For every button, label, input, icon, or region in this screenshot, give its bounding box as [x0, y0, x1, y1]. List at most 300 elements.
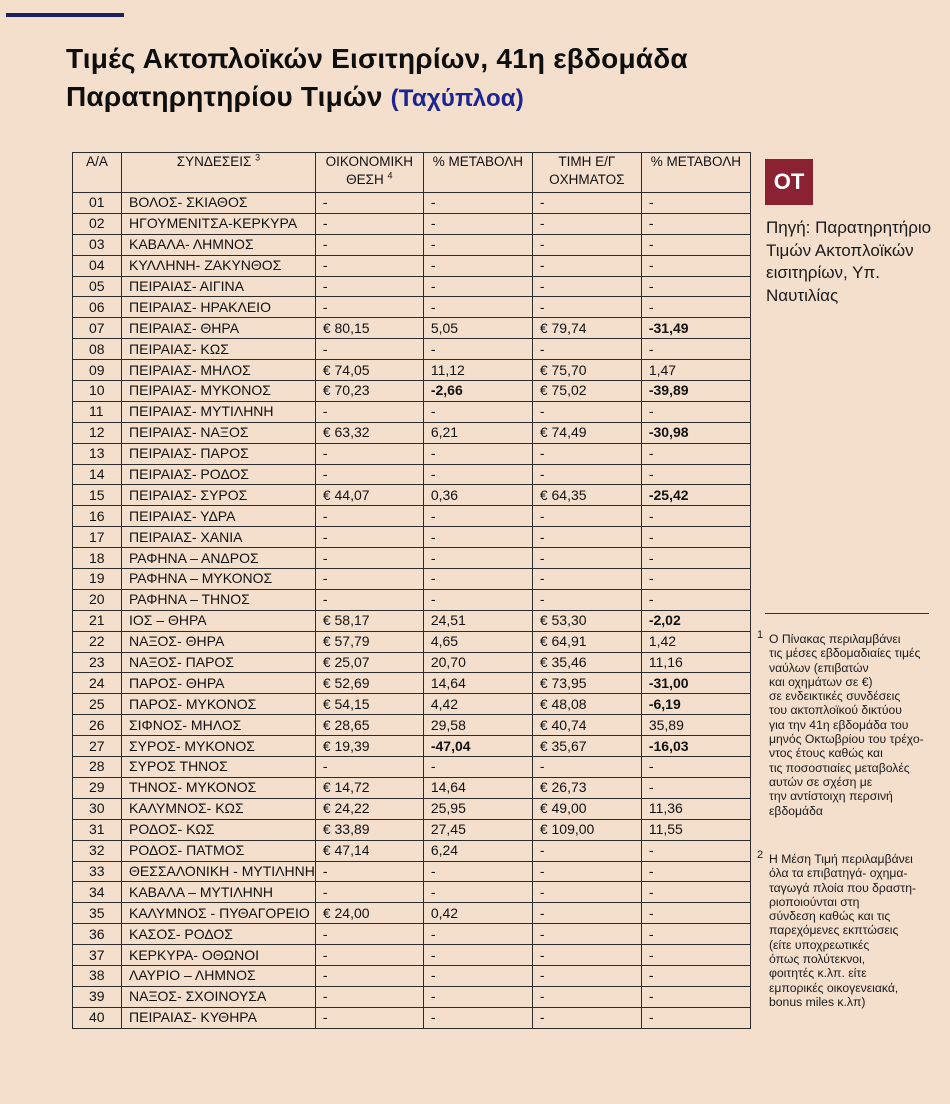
vehicle-change: - [641, 861, 750, 882]
row-number: 35 [73, 903, 122, 924]
economy-price: € 54,15 [315, 694, 423, 715]
vehicle-price: € 64,91 [532, 631, 641, 652]
economy-price: - [315, 965, 423, 986]
table-row [73, 924, 751, 945]
row-number: 40 [73, 1007, 122, 1028]
economy-price: € 33,89 [315, 819, 423, 840]
row-number: 06 [73, 297, 122, 318]
economy-price: - [315, 213, 423, 234]
header-vehicle-line2: ΟΧΗΜΑΤΟΣ [549, 172, 625, 187]
economy-change: 29,58 [423, 715, 532, 736]
row-number: 30 [73, 798, 122, 819]
row-number: 21 [73, 610, 122, 631]
economy-price: € 52,69 [315, 673, 423, 694]
row-number: 01 [73, 193, 122, 214]
vehicle-price: - [532, 1007, 641, 1028]
route-name: ΣΥΡΟΣ- ΜΥΚΟΝΟΣ [122, 736, 316, 757]
vehicle-price: - [532, 861, 641, 882]
economy-price: - [315, 339, 423, 360]
table-row [73, 945, 751, 966]
vehicle-change: - [641, 464, 750, 485]
header-vehicle-line1: ΤΙΜΗ Ε/Γ [558, 154, 616, 169]
header-economy-footnote-marker: 4 [387, 170, 393, 181]
economy-change: -47,04 [423, 736, 532, 757]
economy-change: 6,24 [423, 840, 532, 861]
economy-price: - [315, 861, 423, 882]
table-row [73, 1007, 751, 1028]
table-row [73, 736, 751, 757]
row-number: 36 [73, 924, 122, 945]
economy-change: 27,45 [423, 819, 532, 840]
row-number: 13 [73, 443, 122, 464]
row-number: 34 [73, 882, 122, 903]
economy-change: - [423, 297, 532, 318]
vehicle-price: € 53,30 [532, 610, 641, 631]
top-accent-bar [6, 13, 124, 17]
economy-change: - [423, 589, 532, 610]
economy-change: - [423, 234, 532, 255]
economy-price: - [315, 882, 423, 903]
header-aa-label: Α/Α [86, 154, 108, 169]
vehicle-price: - [532, 882, 641, 903]
economy-price: - [315, 569, 423, 590]
header-change-1-label: % ΜΕΤΑΒΟΛΗ [432, 154, 523, 169]
row-number: 38 [73, 965, 122, 986]
vehicle-change: - [641, 965, 750, 986]
route-name: ΣΙΦΝΟΣ- ΜΗΛΟΣ [122, 715, 316, 736]
economy-price: € 74,05 [315, 360, 423, 381]
vehicle-change: - [641, 1007, 750, 1028]
row-number: 29 [73, 777, 122, 798]
economy-price: € 44,07 [315, 485, 423, 506]
vehicle-change: - [641, 548, 750, 569]
row-number: 07 [73, 318, 122, 339]
route-name: ΚΕΡΚΥΡΑ- ΟΘΩΝΟΙ [122, 945, 316, 966]
vehicle-change: - [641, 213, 750, 234]
table-row [73, 610, 751, 631]
header-economy-line1: ΟΙΚΟΝΟΜΙΚΗ [325, 154, 414, 169]
row-number: 31 [73, 819, 122, 840]
economy-price: - [315, 527, 423, 548]
route-name: ΠΕΙΡΑΙΑΣ- ΚΩΣ [122, 339, 316, 360]
row-number: 12 [73, 422, 122, 443]
title-line-2-text: Παρατηρητηρίου Τιμών [66, 81, 383, 112]
table-row [73, 819, 751, 840]
table-row [73, 401, 751, 422]
footnote-2-number: 2 [757, 849, 764, 861]
row-number: 27 [73, 736, 122, 757]
route-name: ΠΕΙΡΑΙΑΣ- ΝΑΞΟΣ [122, 422, 316, 443]
table-row [73, 882, 751, 903]
vehicle-price: - [532, 527, 641, 548]
table-row [73, 213, 751, 234]
vehicle-change: -25,42 [641, 485, 750, 506]
table-row [73, 840, 751, 861]
header-routes [122, 153, 316, 193]
route-name: ΠΕΙΡΑΙΑΣ- ΧΑΝΙΑ [122, 527, 316, 548]
vehicle-change: - [641, 193, 750, 214]
footnote-2-text: Η Μέση Τιμή περιλαμβάνει όλα τα επιβατηγά- οχημα- ταγωγά πλοία που δραστη- ριοποιούνται στη σύνδεση καθώς και τις παρεχόμενες εκπτώσεις (είτε υποχρεωτικές όπως πολύτεκνοι, φοιτητές κ.λπ. είτε εμπορικές οικογενειακά, bonus miles κ.λπ) [769, 852, 917, 1009]
table-row [73, 903, 751, 924]
economy-change: - [423, 965, 532, 986]
vehicle-change: - [641, 777, 750, 798]
vehicle-price: - [532, 213, 641, 234]
economy-change: - [423, 548, 532, 569]
vehicle-change: -6,19 [641, 694, 750, 715]
table-row [73, 297, 751, 318]
row-number: 18 [73, 548, 122, 569]
table-row [73, 193, 751, 214]
header-routes-footnote-marker: 3 [255, 152, 261, 163]
economy-change: 25,95 [423, 798, 532, 819]
vehicle-price: - [532, 443, 641, 464]
economy-change: 20,70 [423, 652, 532, 673]
economy-price: € 47,14 [315, 840, 423, 861]
row-number: 33 [73, 861, 122, 882]
row-number: 11 [73, 401, 122, 422]
economy-price: € 25,07 [315, 652, 423, 673]
route-name: ΡΑΦΗΝΑ – ΤΗΝΟΣ [122, 589, 316, 610]
economy-change: 6,21 [423, 422, 532, 443]
header-change-2 [641, 153, 750, 193]
source-note: Πηγή: Παρατηρητήριο Τιμών Ακτοπλοϊκών εισιτηρίων, Υπ. Ναυτιλίας [766, 218, 932, 305]
economy-price: - [315, 548, 423, 569]
footnote-2 [757, 849, 947, 1009]
vehicle-change: - [641, 276, 750, 297]
route-name: ΡΑΦΗΝΑ – ΑΝΔΡΟΣ [122, 548, 316, 569]
table-body [73, 193, 751, 1029]
table-row [73, 464, 751, 485]
route-name: ΚΑΒΑΛΑ- ΛΗΜΝΟΣ [122, 234, 316, 255]
route-name: ΚΑΛΥΜΝΟΣ- ΚΩΣ [122, 798, 316, 819]
vehicle-price: - [532, 924, 641, 945]
route-name: ΠΑΡΟΣ- ΜΥΚΟΝΟΣ [122, 694, 316, 715]
economy-change: 14,64 [423, 673, 532, 694]
vehicle-price: € 74,49 [532, 422, 641, 443]
vehicle-price: € 35,67 [532, 736, 641, 757]
vehicle-change: 11,36 [641, 798, 750, 819]
vehicle-change: - [641, 986, 750, 1007]
vehicle-change: 11,55 [641, 819, 750, 840]
economy-price: € 28,65 [315, 715, 423, 736]
economy-price: - [315, 255, 423, 276]
economy-price: - [315, 193, 423, 214]
row-number: 03 [73, 234, 122, 255]
vehicle-change: -39,89 [641, 381, 750, 402]
row-number: 15 [73, 485, 122, 506]
table-row [73, 339, 751, 360]
economy-change: - [423, 1007, 532, 1028]
economy-change: - [423, 443, 532, 464]
row-number: 28 [73, 757, 122, 778]
economy-change: 0,36 [423, 485, 532, 506]
row-number: 24 [73, 673, 122, 694]
route-name: ΠΕΙΡΑΙΑΣ- ΗΡΑΚΛΕΙΟ [122, 297, 316, 318]
row-number: 19 [73, 569, 122, 590]
vehicle-change: - [641, 506, 750, 527]
vehicle-change: - [641, 569, 750, 590]
row-number: 14 [73, 464, 122, 485]
vehicle-change: 35,89 [641, 715, 750, 736]
economy-change: - [423, 527, 532, 548]
vehicle-price: € 75,02 [532, 381, 641, 402]
vehicle-change: - [641, 589, 750, 610]
row-number: 16 [73, 506, 122, 527]
vehicle-change: 1,42 [641, 631, 750, 652]
table-row [73, 673, 751, 694]
economy-change: - [423, 464, 532, 485]
vehicle-change: 1,47 [641, 360, 750, 381]
vehicle-change: -16,03 [641, 736, 750, 757]
route-name: ΘΕΣΣΑΛΟΝΙΚΗ - ΜΥΤΙΛΗΝΗ [122, 861, 316, 882]
route-name: ΝΑΞΟΣ- ΘΗΡΑ [122, 631, 316, 652]
table-row [73, 527, 751, 548]
row-number: 05 [73, 276, 122, 297]
economy-change: - [423, 193, 532, 214]
vehicle-price: - [532, 945, 641, 966]
route-name: ΚΥΛΛΗΝΗ- ΖΑΚΥΝΘΟΣ [122, 255, 316, 276]
vehicle-change: - [641, 297, 750, 318]
economy-price: € 14,72 [315, 777, 423, 798]
row-number: 08 [73, 339, 122, 360]
table-row [73, 381, 751, 402]
economy-price: - [315, 986, 423, 1007]
ticket-prices-table [72, 152, 751, 1029]
economy-change: - [423, 213, 532, 234]
route-name: ΚΑΣΟΣ- ΡΟΔΟΣ [122, 924, 316, 945]
economy-price: € 24,22 [315, 798, 423, 819]
row-number: 22 [73, 631, 122, 652]
route-name: ΗΓΟΥΜΕΝΙΤΣΑ-ΚΕΡΚΥΡΑ [122, 213, 316, 234]
vehicle-price: - [532, 506, 641, 527]
vehicle-change: - [641, 882, 750, 903]
route-name: ΤΗΝΟΣ- ΜΥΚΟΝΟΣ [122, 777, 316, 798]
route-name: ΙΟΣ – ΘΗΡΑ [122, 610, 316, 631]
table-row [73, 506, 751, 527]
route-name: ΝΑΞΟΣ- ΠΑΡΟΣ [122, 652, 316, 673]
economy-price: - [315, 234, 423, 255]
table-row [73, 798, 751, 819]
economy-price: - [315, 945, 423, 966]
vehicle-change: - [641, 840, 750, 861]
economy-change: - [423, 757, 532, 778]
vehicle-price: € 73,95 [532, 673, 641, 694]
economy-price: - [315, 464, 423, 485]
economy-change: 0,42 [423, 903, 532, 924]
vehicle-price: € 26,73 [532, 777, 641, 798]
ot-logo [765, 159, 813, 205]
economy-change: 24,51 [423, 610, 532, 631]
table-row [73, 777, 751, 798]
vehicle-change: - [641, 401, 750, 422]
table-row [73, 861, 751, 882]
vehicle-price: € 49,00 [532, 798, 641, 819]
header-vehicle-price [532, 153, 641, 193]
footnote-1-number: 1 [757, 629, 764, 641]
economy-change: 11,12 [423, 360, 532, 381]
route-name: ΠΕΙΡΑΙΑΣ- ΥΔΡΑ [122, 506, 316, 527]
header-change-1 [423, 153, 532, 193]
vehicle-change: - [641, 903, 750, 924]
route-name: ΠΕΙΡΑΙΑΣ- ΜΥΤΙΛΗΝΗ [122, 401, 316, 422]
vehicle-change: - [641, 255, 750, 276]
route-name: ΚΑΛΥΜΝΟΣ - ΠΥΘΑΓΟΡΕΙΟ [122, 903, 316, 924]
vehicle-price: € 35,46 [532, 652, 641, 673]
header-row [73, 153, 751, 193]
vehicle-price: - [532, 589, 641, 610]
row-number: 37 [73, 945, 122, 966]
economy-change: - [423, 276, 532, 297]
table-row [73, 360, 751, 381]
row-number: 17 [73, 527, 122, 548]
table-row [73, 757, 751, 778]
table-row [73, 234, 751, 255]
economy-price: - [315, 757, 423, 778]
route-name: ΒΟΛΟΣ- ΣΚΙΑΘΟΣ [122, 193, 316, 214]
header-economy-line2: ΘΕΣΗ [346, 172, 384, 187]
economy-change: - [423, 569, 532, 590]
header-change-2-label: % ΜΕΤΑΒΟΛΗ [650, 154, 741, 169]
vehicle-price: € 109,00 [532, 819, 641, 840]
economy-change: 14,64 [423, 777, 532, 798]
economy-change: - [423, 986, 532, 1007]
economy-change: - [423, 255, 532, 276]
footnote-1-text: Ο Πίνακας περιλαμβάνει τις μέσες εβδομαδιαίες τιμές ναύλων (επιβατών και οχημάτων σε €) σε ενδεικτικές συνδέσεις του ακτοπλοϊκού δικτύου για την 41η εβδομάδα του μηνός Οκτωβρίου του τρέχο- ντος έτους καθώς και τις ποσοστιαίες μεταβολές αυτών σε σχέση με την αντίστοιχη περσινή εβδομάδα [769, 632, 924, 818]
vehicle-price: - [532, 297, 641, 318]
footnote-1 [757, 629, 947, 818]
economy-price: - [315, 1007, 423, 1028]
economy-change: - [423, 882, 532, 903]
economy-price: € 19,39 [315, 736, 423, 757]
vehicle-price: - [532, 464, 641, 485]
economy-price: - [315, 443, 423, 464]
table-row [73, 694, 751, 715]
table-row [73, 443, 751, 464]
row-number: 02 [73, 213, 122, 234]
economy-price: - [315, 401, 423, 422]
economy-price: - [315, 276, 423, 297]
route-name: ΠΕΙΡΑΙΑΣ- ΘΗΡΑ [122, 318, 316, 339]
row-number: 09 [73, 360, 122, 381]
route-name: ΡΟΔΟΣ- ΠΑΤΜΟΣ [122, 840, 316, 861]
row-number: 39 [73, 986, 122, 1007]
table-row [73, 965, 751, 986]
table-row [73, 422, 751, 443]
route-name: ΠΑΡΟΣ- ΘΗΡΑ [122, 673, 316, 694]
vehicle-price: - [532, 965, 641, 986]
economy-price: - [315, 506, 423, 527]
route-name: ΠΕΙΡΑΙΑΣ- ΡΟΔΟΣ [122, 464, 316, 485]
row-number: 32 [73, 840, 122, 861]
table-row [73, 318, 751, 339]
header-economy-seat [315, 153, 423, 193]
table-row [73, 569, 751, 590]
vehicle-change: - [641, 234, 750, 255]
economy-change: 4,42 [423, 694, 532, 715]
route-name: ΝΑΞΟΣ- ΣΧΟΙΝΟΥΣΑ [122, 986, 316, 1007]
route-name: ΠΕΙΡΑΙΑΣ- ΜΗΛΟΣ [122, 360, 316, 381]
vehicle-price: - [532, 757, 641, 778]
table-row [73, 589, 751, 610]
vehicle-change: -31,00 [641, 673, 750, 694]
route-name: ΠΕΙΡΑΙΑΣ- ΜΥΚΟΝΟΣ [122, 381, 316, 402]
table-row [73, 652, 751, 673]
vehicle-price: - [532, 339, 641, 360]
economy-change: 4,65 [423, 631, 532, 652]
table-row [73, 485, 751, 506]
vehicle-price: - [532, 193, 641, 214]
footnote-divider [765, 613, 929, 614]
route-name: ΡΟΔΟΣ- ΚΩΣ [122, 819, 316, 840]
row-number: 25 [73, 694, 122, 715]
economy-price: € 58,17 [315, 610, 423, 631]
vehicle-price: - [532, 840, 641, 861]
economy-price: € 57,79 [315, 631, 423, 652]
vehicle-price: - [532, 234, 641, 255]
economy-price: - [315, 924, 423, 945]
economy-price: € 70,23 [315, 381, 423, 402]
vehicle-price: € 79,74 [532, 318, 641, 339]
table-header [73, 153, 751, 193]
table-row [73, 276, 751, 297]
route-name: ΚΑΒΑΛΑ – ΜΥΤΙΛΗΝΗ [122, 882, 316, 903]
table-row [73, 986, 751, 1007]
vehicle-change: - [641, 527, 750, 548]
economy-change: - [423, 339, 532, 360]
table-row [73, 548, 751, 569]
vehicle-change: - [641, 757, 750, 778]
vehicle-price: - [532, 401, 641, 422]
vehicle-change: - [641, 945, 750, 966]
ot-logo-text: ΟΤ [773, 169, 805, 194]
row-number: 10 [73, 381, 122, 402]
vehicle-price: - [532, 548, 641, 569]
row-number: 23 [73, 652, 122, 673]
route-name: ΠΕΙΡΑΙΑΣ- ΚΥΘΗΡΑ [122, 1007, 316, 1028]
economy-price: € 80,15 [315, 318, 423, 339]
vehicle-price: € 75,70 [532, 360, 641, 381]
page-title [66, 40, 688, 118]
row-number: 20 [73, 589, 122, 610]
vehicle-price: - [532, 276, 641, 297]
title-line-1: Τιμές Ακτοπλοϊκών Εισιτηρίων, 41η εβδομάδα [66, 43, 688, 74]
table-row [73, 255, 751, 276]
table-row [73, 631, 751, 652]
vehicle-price: - [532, 986, 641, 1007]
economy-change: - [423, 924, 532, 945]
economy-price: € 24,00 [315, 903, 423, 924]
economy-price: € 63,32 [315, 422, 423, 443]
header-aa [73, 153, 122, 193]
economy-price: - [315, 297, 423, 318]
economy-change: - [423, 861, 532, 882]
route-name: ΠΕΙΡΑΙΑΣ- ΣΥΡΟΣ [122, 485, 316, 506]
economy-change: - [423, 401, 532, 422]
route-name: ΛΑΥΡΙΟ – ΛΗΜΝΟΣ [122, 965, 316, 986]
route-name: ΠΕΙΡΑΙΑΣ- ΠΑΡΟΣ [122, 443, 316, 464]
vehicle-change: -31,49 [641, 318, 750, 339]
economy-change: -2,66 [423, 381, 532, 402]
vehicle-price: - [532, 903, 641, 924]
economy-change: - [423, 945, 532, 966]
vehicle-change: -2,02 [641, 610, 750, 631]
vehicle-change: -30,98 [641, 422, 750, 443]
vehicle-price: € 48,08 [532, 694, 641, 715]
economy-price: - [315, 589, 423, 610]
vehicle-change: - [641, 339, 750, 360]
vehicle-price: € 64,35 [532, 485, 641, 506]
vehicle-change: - [641, 924, 750, 945]
